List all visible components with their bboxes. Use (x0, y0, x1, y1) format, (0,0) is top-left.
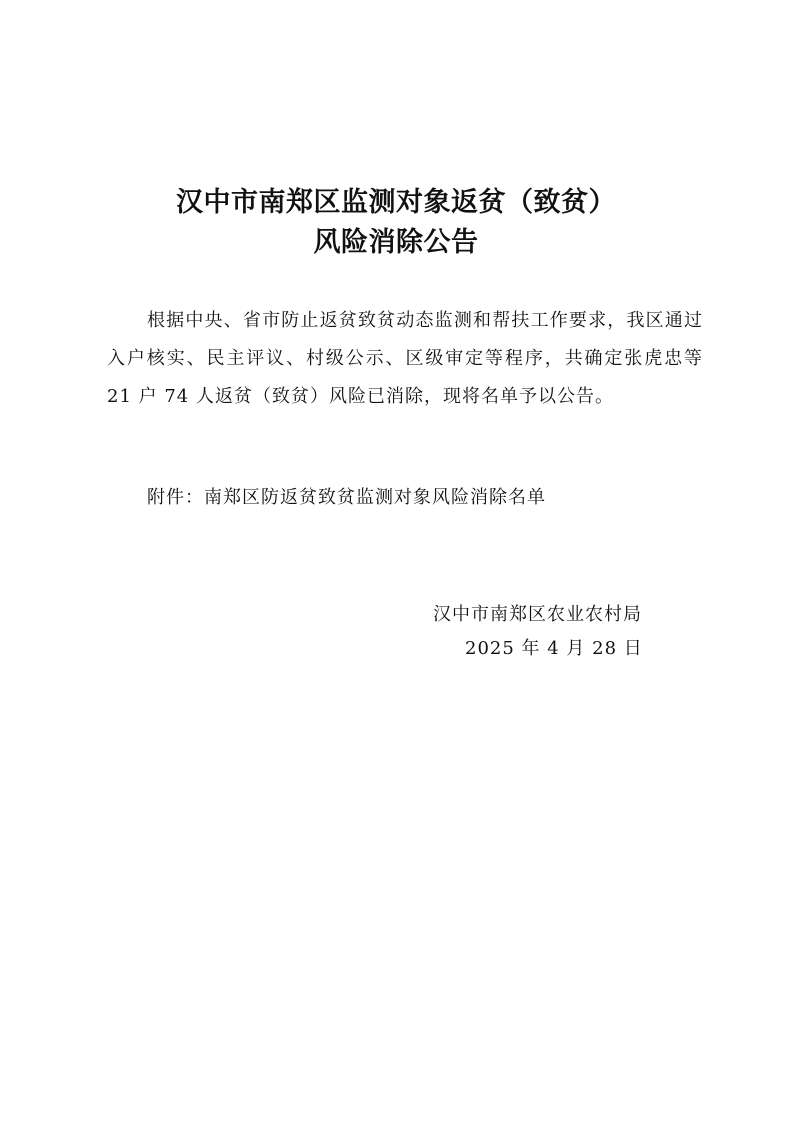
attachment-line: 附件：南郑区防返贫致贫监测对象风险消除名单 (147, 487, 546, 508)
signature-organization: 汉中市南郑区农业农村局 (433, 604, 642, 625)
body-paragraph: 根据中央、省市防止返贫致贫动态监测和帮扶工作要求，我区通过入户核实、民主评议、村级公示、区级审定等程序，共确定张虎忠等 21 户 74 人返贫（致贫）风险已消除，现将名单予以公告。 (107, 310, 703, 407)
document-title-line2: 风险消除公告 (313, 227, 479, 258)
signature-date: 2025 年 4 月 28 日 (465, 638, 643, 659)
document-title-line1: 汉中市南郑区监测对象返贫（致贫） (176, 187, 616, 218)
